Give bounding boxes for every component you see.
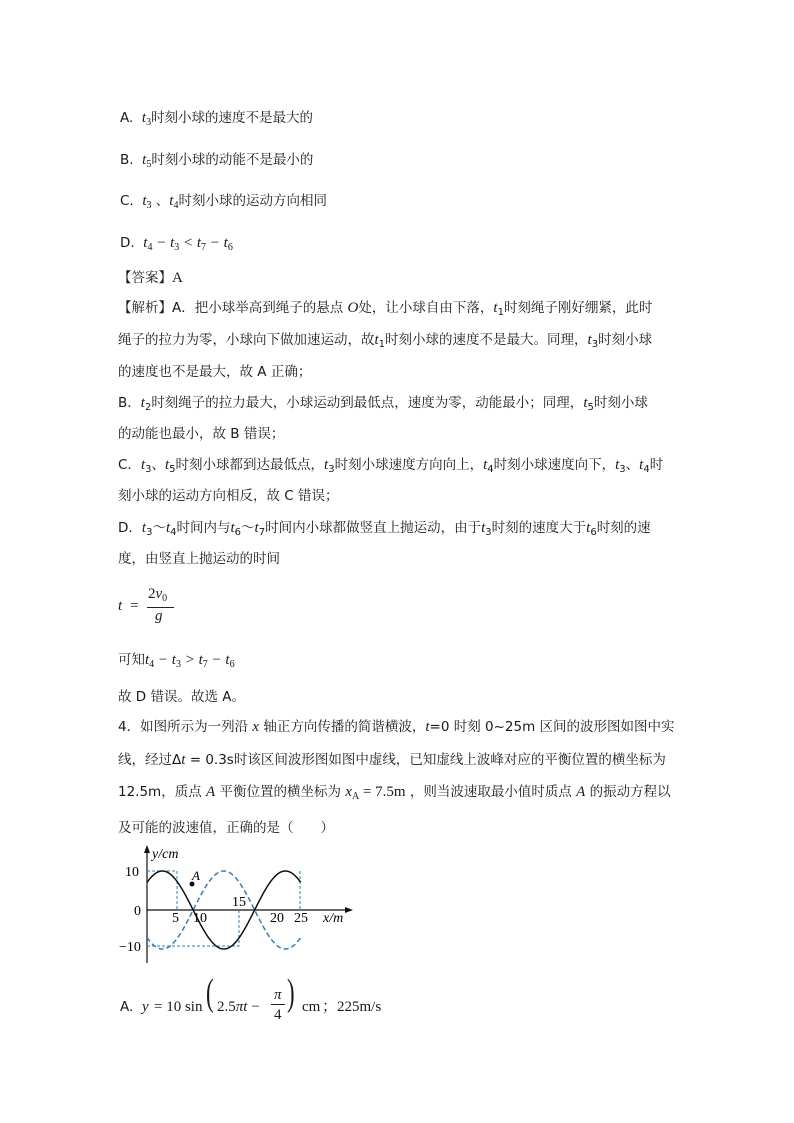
x-axis-arrow xyxy=(345,907,353,913)
analysis-line-3: 的速度也不是最大，故 A 正确； xyxy=(118,364,312,380)
wave-graph xyxy=(115,843,365,971)
y-tick-neg10: −10 xyxy=(119,940,141,955)
y-axis-label: y/cm xyxy=(152,847,179,862)
analysis-line-7: 刻小球的运动方向相反，故 C 错误； xyxy=(118,488,339,504)
option-a: A. $t_3$时刻小球的速度不是最大的 xyxy=(120,110,314,128)
analysis-line-5: 的动能也最小，故 B 错误； xyxy=(118,426,285,442)
y-axis-arrow xyxy=(144,845,150,853)
y-tick-10: 10 xyxy=(125,865,139,880)
question4-line-1: 4．如图所示为一列沿 x 轴正方向传播的简谐横波，t=0 时刻 0~25m 区间的波形图如图中实 xyxy=(118,719,675,735)
x-tick-15: 15 xyxy=(232,895,246,910)
analysis-line-9: 度，由竖直上抛运动的时间 xyxy=(118,551,280,567)
analysis-line-8: D．$t_3\sim t_4$时间内与$t_6\sim t_7$时间内小球都做竖直上抛运动，由于$t_3$时刻的速度大于$t_6$时刻的速 xyxy=(118,520,651,538)
question4-line-2: 线，经过Δt = 0.3s时该区间波形图如图中虚线，已知虚线上波峰对应的平衡位置的横坐标为 xyxy=(118,752,666,768)
analysis-line-1: 【解析】A．把小球举高到绳子的悬点 O处，让小球自由下落，$t_1$时刻绳子刚好绷紧，此时 xyxy=(118,300,653,318)
formula-time: t = $2v_0$ g xyxy=(118,586,178,630)
analysis-line-6: C．$t_3$、$t_5$时刻小球都到达最低点，$t_3$时刻小球速度方向向上，$t_4$时刻小球速度向下，$t_3$、$t_4$时 xyxy=(118,457,664,475)
x-tick-10: 10 xyxy=(193,911,207,926)
x-axis-label: x/m xyxy=(323,911,344,926)
question4-line-4: 及可能的波速值，正确的是（ ） xyxy=(118,820,334,836)
point-a-label: A xyxy=(192,868,200,883)
x-tick-25: 25 xyxy=(294,911,308,926)
answer-line: 【答案】A xyxy=(118,270,183,286)
option-d: D. $t_4 - t_3 < t_7 - t_6$ xyxy=(120,235,233,253)
x-tick-20: 20 xyxy=(270,911,284,926)
y-tick-0: 0 xyxy=(134,904,141,919)
analysis-line-4: B．$t_2$时刻绳子的拉力最大，小球运动到最低点，速度为零，动能最小；同理，$t_5$时刻小球 xyxy=(118,395,648,413)
analysis-line-10: 可知$t_4 - t_3 > t_7 - t_6$ xyxy=(118,652,235,670)
x-tick-5: 5 xyxy=(172,911,179,926)
option-c: C. $t_3$ 、$t_4$时刻小球的运动方向相同 xyxy=(120,193,327,211)
analysis-line-11: 故 D 错误。故选 A。 xyxy=(118,689,246,705)
analysis-line-2: 绳子的拉力为零，小球向下做加速运动，故$t_1$时刻小球的速度不是最大。同理，$t_3$时刻小球 xyxy=(118,332,653,350)
question4-line-3: 12.5m，质点 A 平衡位置的横坐标为 $x_A = 7.5m$ ，则当波速取最小值时质点 A 的振动方程以 xyxy=(118,784,671,802)
option-b: B. $t_5$时刻小球的动能不是最小的 xyxy=(120,152,314,170)
